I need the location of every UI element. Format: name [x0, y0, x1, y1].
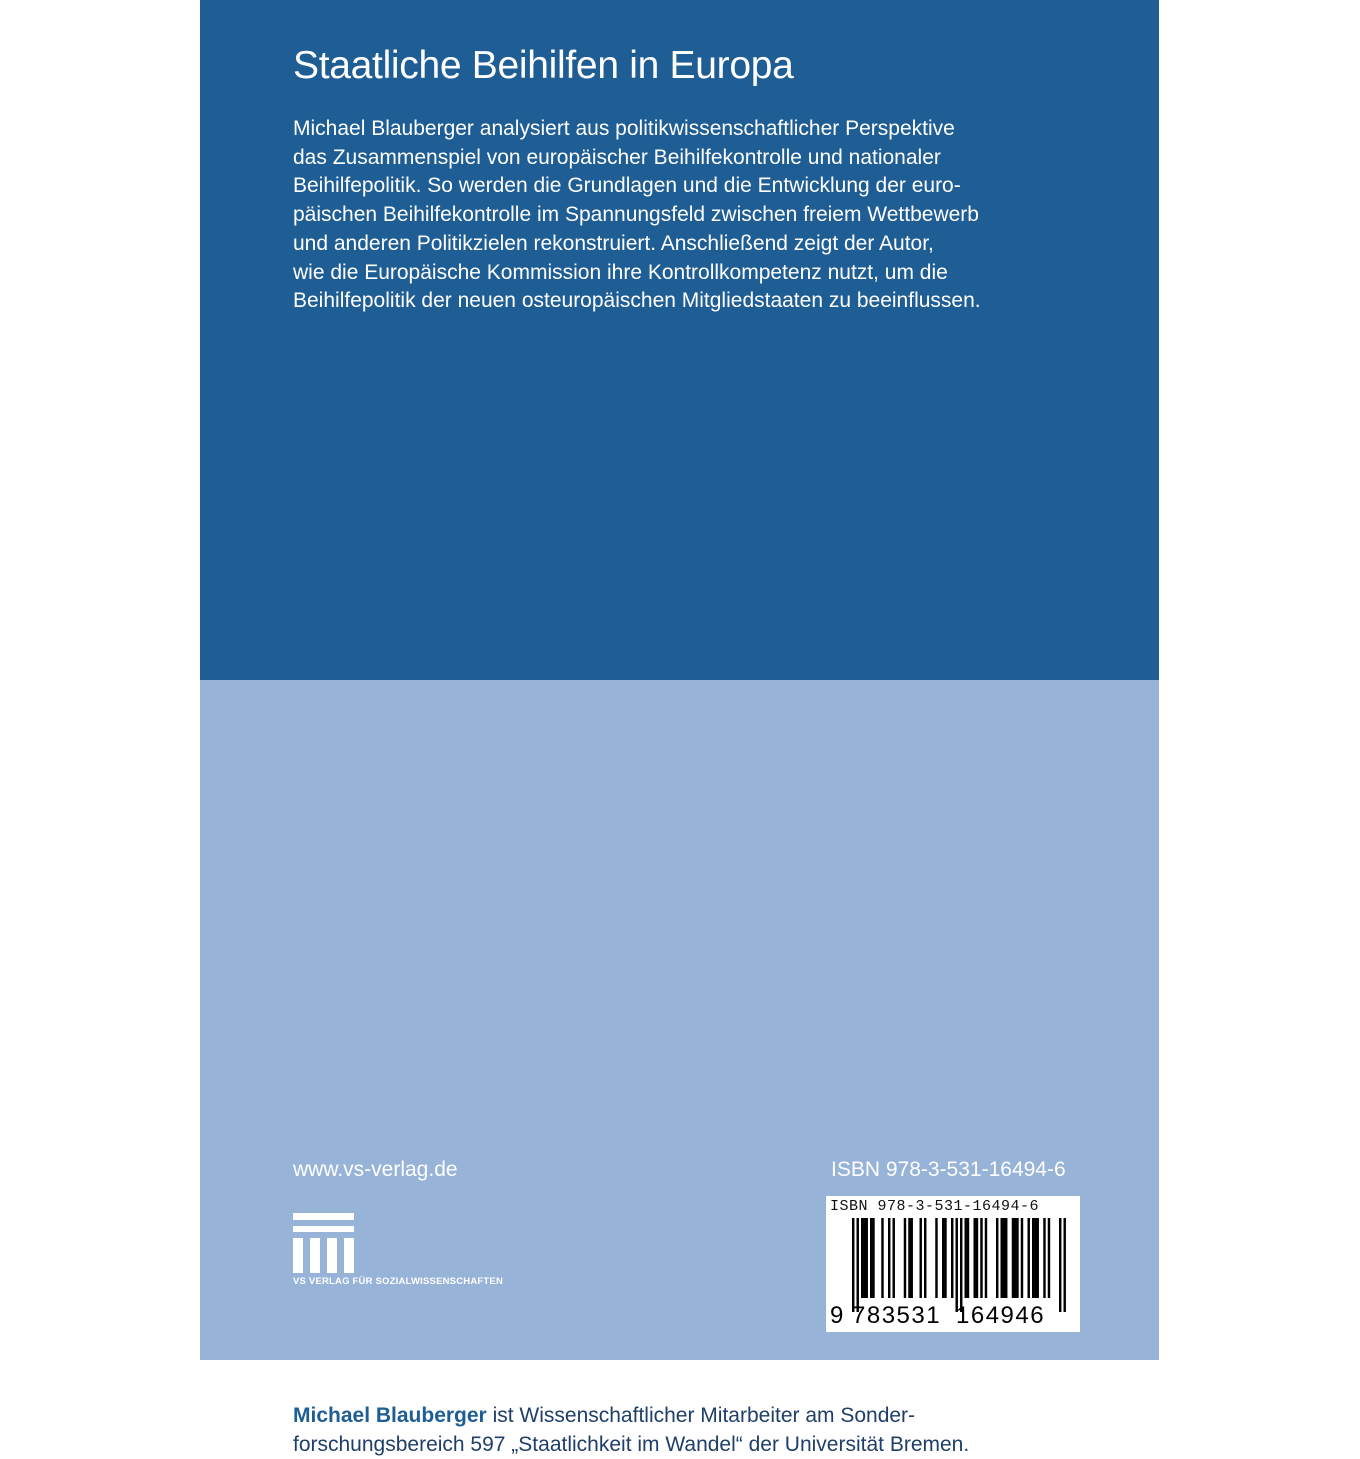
barcode-bar [1001, 1218, 1003, 1298]
barcode-bar [1021, 1218, 1023, 1298]
barcode-bar [866, 1218, 868, 1298]
book-title: Staatliche Beihilfen in Europa [293, 44, 794, 87]
publisher-website: www.vs-verlag.de [293, 1158, 458, 1181]
barcode-bar [1005, 1218, 1007, 1298]
blurb-line: und anderen Politikzielen rekonstruiert. Anschließend zeigt der Autor, [293, 231, 934, 255]
top-panel [200, 0, 1159, 680]
blurb-line: wie die Europäische Kommission ihre Kontrollkompetenz nutzt, um die [293, 260, 948, 284]
barcode-bar [908, 1218, 910, 1298]
barcode-digits-left: 783531 [852, 1302, 942, 1329]
barcode-bar [1059, 1218, 1061, 1312]
barcode-digits [830, 1302, 1045, 1330]
blurb-line: Beihilfepolitik. So werden die Grundlagen und die Entwicklung der euro- [293, 174, 961, 198]
barcode-bar [861, 1218, 863, 1298]
author-name: Michael Blauberger [293, 1404, 487, 1427]
barcode-bar [1048, 1218, 1050, 1298]
barcode-bar [935, 1218, 937, 1298]
barcode-bar [944, 1218, 946, 1298]
barcode-bar [980, 1218, 982, 1298]
barcode-bar [911, 1218, 913, 1298]
barcode-bar [1012, 1218, 1014, 1298]
barcode-bar [974, 1218, 976, 1298]
barcode-bar [942, 1218, 944, 1298]
blurb-line: das Zusammenspiel von europäischer Beihilfekontrolle und nationaler [293, 145, 941, 169]
barcode-bar [1014, 1218, 1016, 1298]
author-bio-line [293, 1401, 1083, 1430]
isbn-text: ISBN 978-3-531-16494-6 [831, 1158, 1066, 1181]
barcode-bar [965, 1218, 967, 1298]
barcode-digits-right: 164946 [956, 1302, 1046, 1329]
isbn-barcode [826, 1196, 1080, 1332]
barcode-bar [951, 1218, 953, 1298]
barcode-bar [872, 1218, 874, 1298]
author-bio [293, 1401, 1083, 1459]
barcode-bar [1037, 1218, 1039, 1298]
publisher-name: VS VERLAG FÜR SOZIALWISSENSCHAFTEN [293, 1276, 504, 1287]
barcode-bar [1032, 1218, 1034, 1298]
barcode-bar [881, 1218, 883, 1298]
barcode-bar [893, 1218, 895, 1298]
blurb-line: päischen Beihilfekontrolle im Spannungsfeld zwischen freiem Wettbewerb [293, 203, 979, 227]
barcode-bar [956, 1218, 958, 1312]
barcode-bar [985, 1218, 987, 1298]
barcode-bar [1028, 1218, 1030, 1298]
barcode-bar [1003, 1218, 1005, 1298]
blurb-line: Beihilfepolitik der neuen osteuropäischen Mitgliedstaaten zu beeinflussen. [293, 289, 981, 313]
barcode-bar [960, 1218, 962, 1312]
barcode-bar [1043, 1218, 1045, 1298]
barcode-bar [1016, 1218, 1018, 1298]
barcode-bar [924, 1218, 926, 1298]
barcode-bar [1064, 1218, 1066, 1312]
author-bio-line: forschungsbereich 597 „Staatlichkeit im Wandel“ der Universität Bremen. [293, 1433, 970, 1456]
barcode-bar [976, 1218, 978, 1298]
barcode-bar [870, 1218, 872, 1298]
barcode-bar [863, 1218, 865, 1298]
barcode-bar [1034, 1218, 1036, 1298]
barcode-bar [852, 1218, 854, 1312]
barcode-bar [888, 1218, 890, 1298]
barcode-bar [904, 1218, 906, 1298]
bottom-panel [200, 680, 1159, 1456]
barcode-bar [967, 1218, 969, 1298]
blurb-line: Michael Blauberger analysiert aus politikwissenschaftlicher Perspektive [293, 117, 955, 140]
barcode-isbn-label: ISBN 978-3-531-16494-6 [830, 1198, 1040, 1215]
book-back-cover [200, 0, 1159, 1456]
barcode-bar [996, 1218, 998, 1298]
book-blurb [293, 115, 1083, 316]
barcode-bar [920, 1218, 922, 1298]
author-bio-text: ist Wissenschaftlicher Mitarbeiter am Sonder- [486, 1404, 916, 1427]
vs-verlag-logo-icon [293, 1213, 355, 1273]
barcode-bar [857, 1218, 859, 1312]
barcode-digit-first: 9 [830, 1302, 844, 1329]
